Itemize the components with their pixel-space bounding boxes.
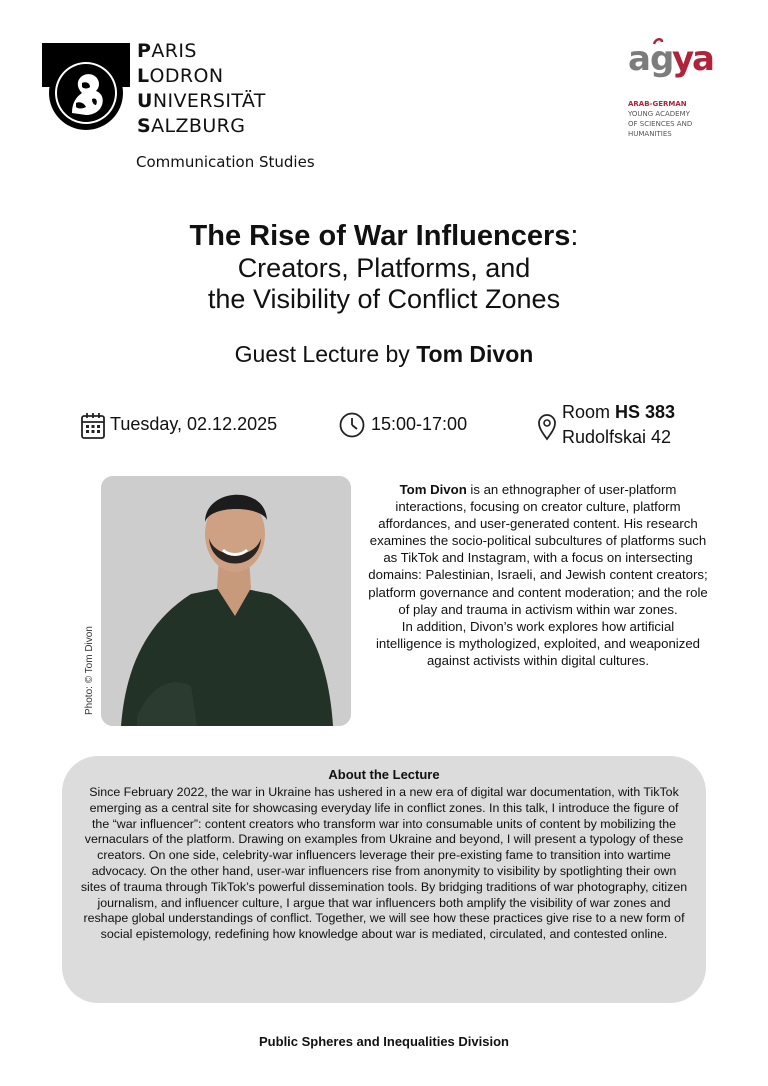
calendar-icon xyxy=(80,412,106,440)
university-line: UNIVERSITÄT xyxy=(137,90,266,112)
subtitle-line-1: Creators, Platforms, and xyxy=(237,253,531,283)
speaker-photo xyxy=(101,476,351,726)
about-heading: About the Lecture xyxy=(328,767,440,782)
university-logo xyxy=(42,43,130,131)
bio-paragraph-1: Tom Divon is an ethnographer of user-platform interactions, focusing on creator culture, platform affordances, and user-generated content. His research examines the socio-political subcultures of platforms such as TikTok and Instagram, with a focus on intersecting domains: Palestinian, Israeli, and Jewish content creators; platform governance and content moderation; and the role of play and trauma in activism within war zones. xyxy=(368,482,708,617)
svg-text:a: a xyxy=(692,39,715,79)
event-location xyxy=(562,400,675,450)
speaker-name: Tom Divon xyxy=(416,341,534,367)
event-title xyxy=(0,220,768,315)
event-date: Tuesday, 02.12.2025 xyxy=(110,414,278,434)
address-line: Rudolfskai 42 xyxy=(562,427,672,447)
university-name xyxy=(137,39,266,139)
room-line: Room HS 383 xyxy=(562,402,676,422)
svg-text:a: a xyxy=(628,39,651,79)
speaker-bio xyxy=(368,481,708,669)
event-time: 15:00-17:00 xyxy=(371,414,468,434)
bio-paragraph-2: In addition, Divon’s work explores how artificial intelligence is mythologized, exploited, and weaponized against activists within digital cultures. xyxy=(375,618,701,668)
university-line: PARIS xyxy=(137,40,197,62)
agya-subtitle: ARAB-GERMAN YOUNG ACADEMY OF SCIENCES AND HUMANITIES xyxy=(628,100,693,138)
title-line: The Rise of War Influencers: xyxy=(189,220,579,252)
university-line: LODRON xyxy=(137,65,224,87)
division-footer: Public Spheres and Inequalities Division xyxy=(259,1034,509,1049)
svg-text:g: g xyxy=(650,39,675,79)
university-line: SALZBURG xyxy=(137,115,246,137)
svg-text:y: y xyxy=(672,39,695,79)
lion-seal-icon xyxy=(42,43,130,131)
about-body: Since February 2022, the war in Ukraine has ushered in a new era of digital war documentation, with TikTok emerging as a central site for showcasing everyday life in conflict zones. In this talk, I introduce the figure of the “war influencer”: content creators who transform war into consumable units of content by mobilizing the vernaculars of the platform. Drawing on examples from Ukraine and beyond, I will present a typology of these creators. On one side, celebrity-war influencers leverage their pre-existing fame to transition into wartime advocacy. On the other hand, user-war influencers rise from anonymity to visibility by spotlighting their own sites of trauma through TikTok’s powerful dissemination tools. By bridging traditions of war photography, citizen journalism, and influencer culture, I argue that war influencers both amplify the visibility of war zones and reshape global understandings of conflict. Together, we will see how these practices give rise to a new form of social epistemology, redefining how knowledge about war is mediated, circulated, and contested online. xyxy=(80,785,688,942)
subtitle-line-2: the Visibility of Conflict Zones xyxy=(207,284,561,314)
photo-credit: Photo: © Tom Divon xyxy=(84,626,95,715)
clock-icon xyxy=(339,412,365,438)
guest-lecture-line: Guest Lecture by Tom Divon xyxy=(234,341,534,367)
agya-logo xyxy=(626,36,720,84)
location-pin-icon xyxy=(537,413,557,441)
department-name: Communication Studies xyxy=(136,153,315,171)
